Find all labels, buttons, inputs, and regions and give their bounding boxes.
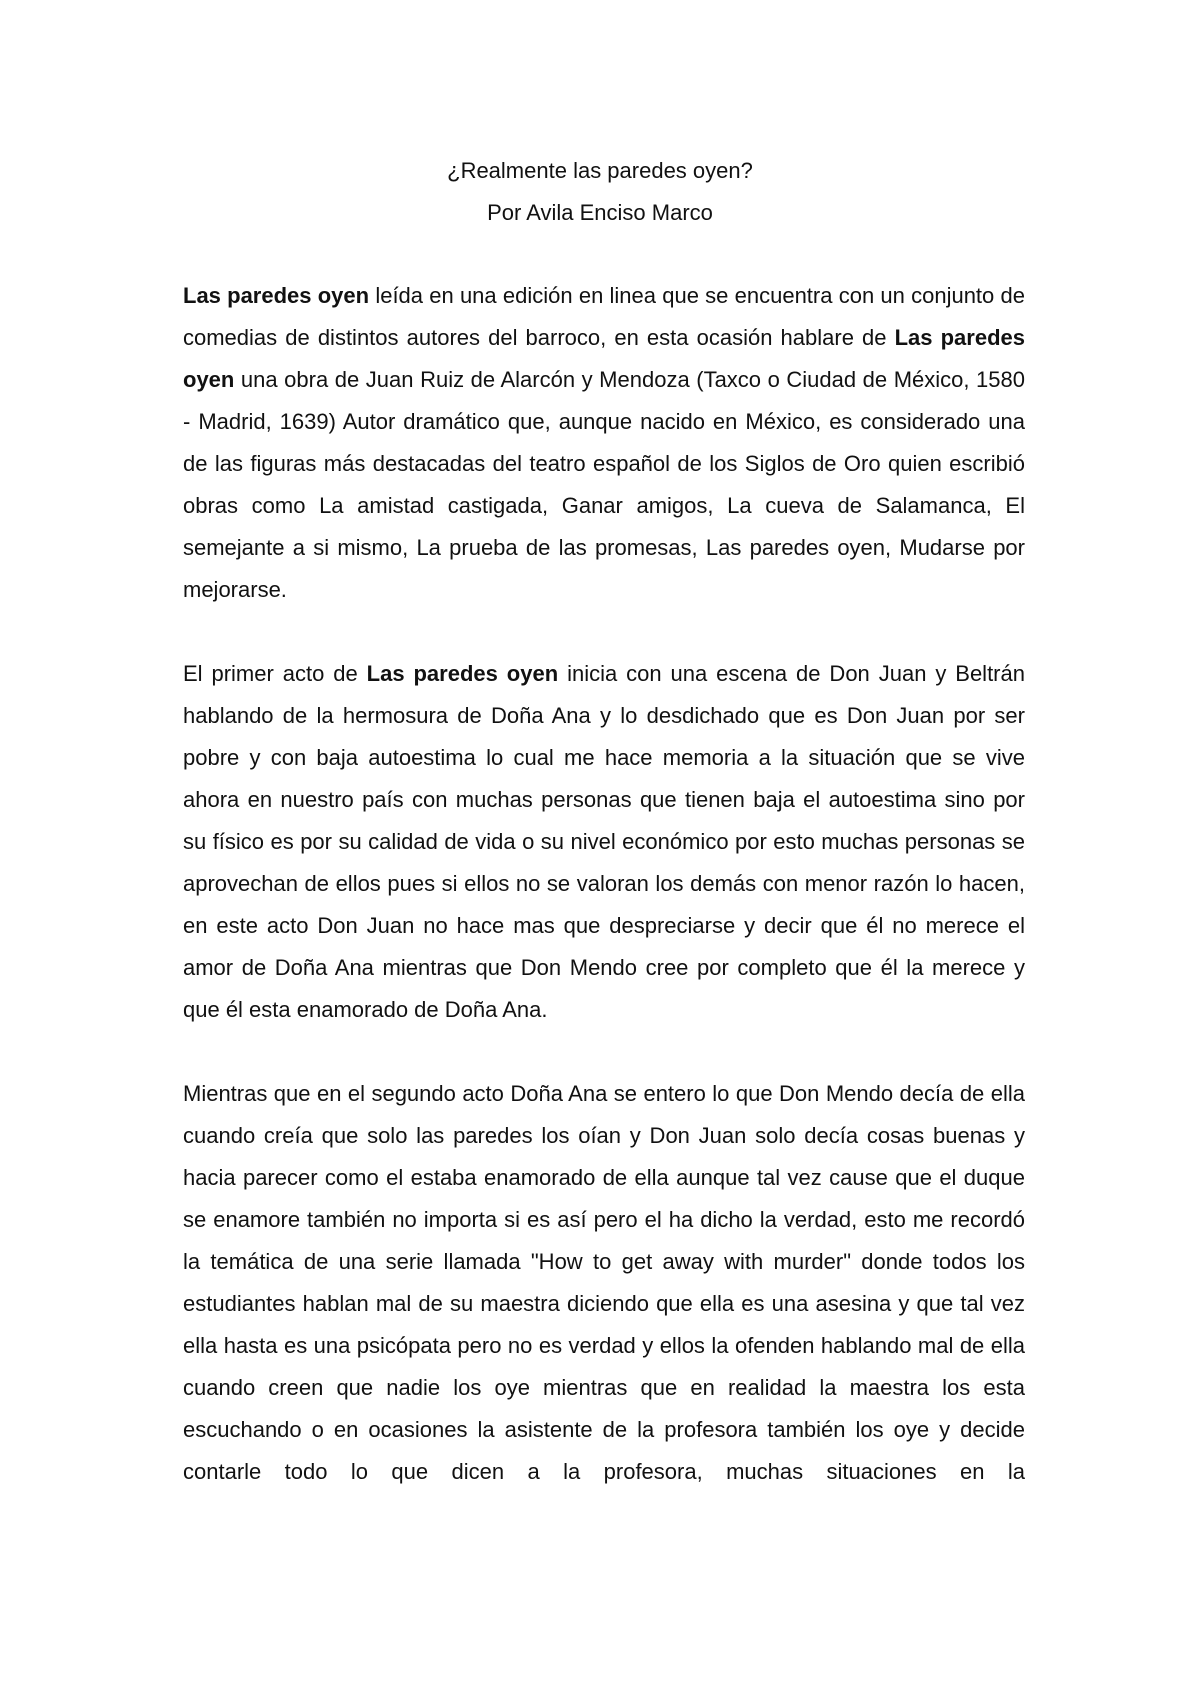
paragraph-text: una obra de Juan Ruiz de Alarcón y Mendoza (Taxco o Ciudad de México, 1580 - Madrid, 1639) Autor dramático que, aunque nacido en México, es considerado una de las figuras más destacadas del teatro español de los Siglos de Oro quien escribió obras como La amistad castigada, Ganar amigos, La cueva de Salamanca, El semejante a si mismo, La prueba de las promesas, Las paredes oyen, Mudarse por mejorarse.: [183, 367, 1025, 602]
work-title-bold: Las paredes oyen: [366, 661, 559, 686]
paragraph-text: Mientras que en el segundo acto Doña Ana se entero lo que Don Mendo decía de ella cuando creía que solo las paredes los oían y Don Juan solo decía cosas buenas y hacia parecer como el estaba enamorado de ella aunque tal vez cause que el duque se enamore también no importa si es así pero el ha dicho la verdad, esto me recordó la temática de una serie llamada "How to get away with murder" donde todos los estudiantes hablan mal de su maestra diciendo que ella es una asesina y que tal vez ella hasta es una psicópata pero no es verdad y ellos la ofenden hablando mal de ella cuando creen que nadie los oye mientras que en realidad la maestra los esta escuchando o en ocasiones la asistente de la profesora también los oye y decide contarle todo lo que dicen a la profesora, muchas situaciones en la: [183, 1081, 1025, 1484]
author-line: Por Avila Enciso Marco: [487, 200, 713, 225]
document-header: [0, 150, 1200, 234]
paragraph-text: inicia con una escena de Don Juan y Beltrán hablando de la hermosura de Doña Ana y lo desdichado que es Don Juan por ser pobre y con baja autoestima lo cual me hace memoria a la situación que se vive ahora en nuestro país con muchas personas que tienen baja el autoestima sino por su físico es por su calidad de vida o su nivel económico por esto muchas personas se aprovechan de ellos pues si ellos no se valoran los demás con menor razón lo hacen, en este acto Don Juan no hace mas que despreciarse y decir que él no merece el amor de Doña Ana mientras que Don Mendo cree por completo que él la merece y que él esta enamorado de Doña Ana.: [183, 661, 1025, 1022]
paragraph-3: [183, 1073, 1025, 1493]
document-body: [183, 275, 1025, 1493]
paragraph-text: leída en una edición en linea que se encuentra con un conjunto de comedias de distintos autores del barroco, en esta ocasión hablare de: [183, 283, 1025, 350]
paragraph-1: [183, 275, 1025, 611]
document-title: ¿Realmente las paredes oyen?: [447, 158, 753, 183]
paragraph-text: El primer acto de: [183, 661, 367, 686]
work-title-bold: Las paredes oyen: [183, 325, 1025, 392]
paragraph-2: [183, 653, 1025, 1031]
work-title-bold: Las paredes oyen: [183, 283, 370, 308]
